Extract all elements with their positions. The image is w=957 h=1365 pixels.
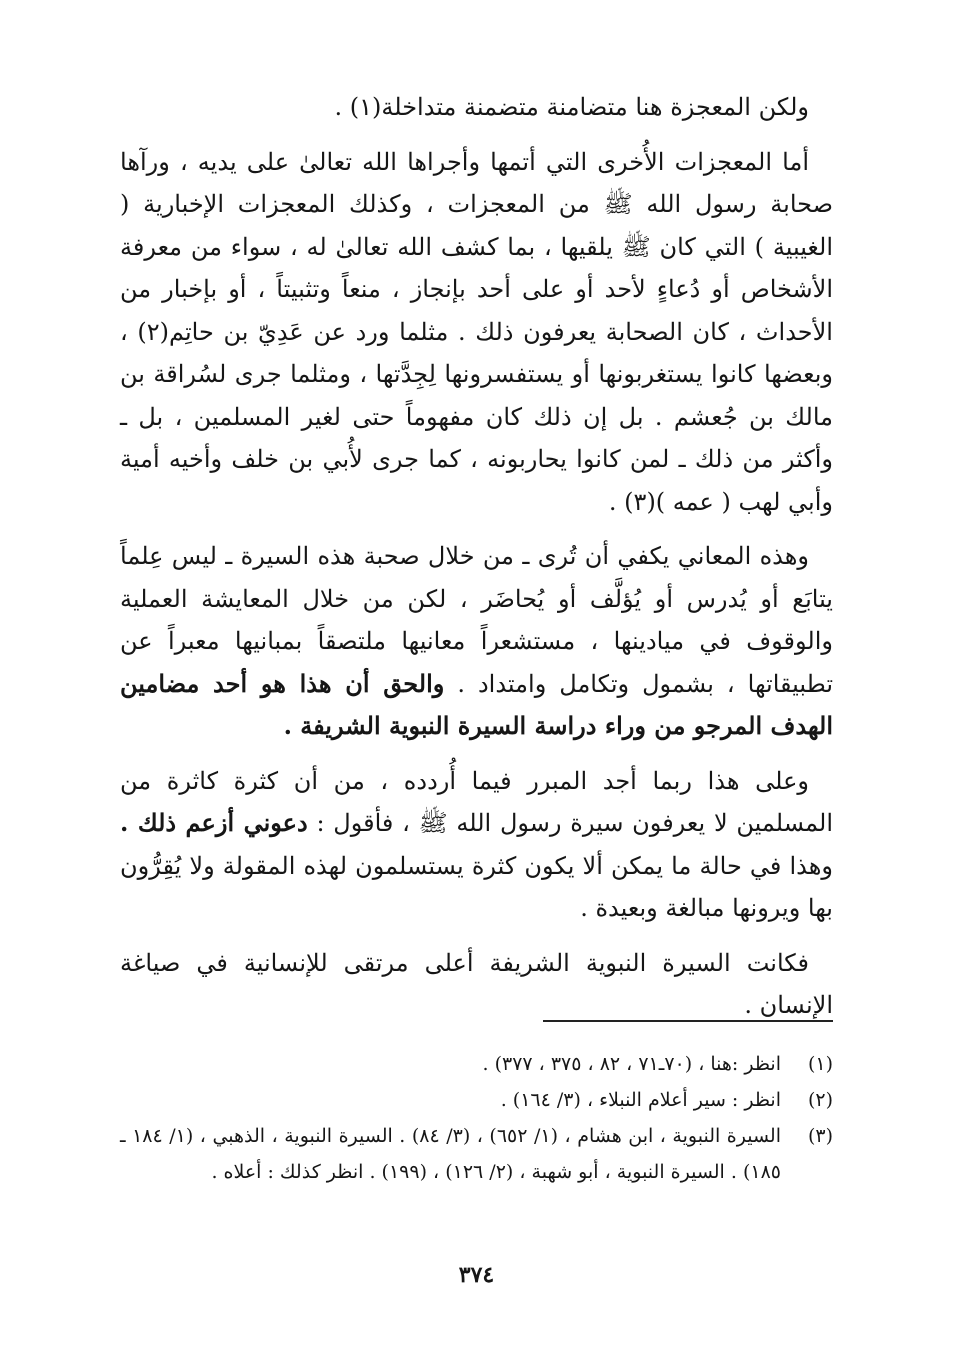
paragraph-3-text: وهذه المعاني يكفي أن تُرى ـ من خلال صحبة هذه السيرة ـ ليس عِلماً يتابَع أو يُدرس أو يُؤلَّف أو يُحاضَر ، لكن من خلال المعايشة العملية والوقوف في ميادينها ، مستشعراً معانيها ملتصقاً بمبانيها معبراً عن تطبيقاتها ، بشمول وتكامل وامتداد . xyxy=(120,542,833,698)
footnote-1-text: انظر :هنا ، (٧٠ـ٧١ ، ٨٢ ، ٣٧٥ ، ٣٧٧) . xyxy=(482,1053,781,1075)
paragraph-4 xyxy=(120,760,833,930)
footnote-1 xyxy=(120,1046,833,1082)
paragraph-1: ولكن المعجزة هنا متضامنة متضمنة متداخلة(١) . xyxy=(334,93,809,121)
paragraph-2: أما المعجزات الأُخرى التي أتمها وأجراها الله تعالىٰ على يديه ، ورآها صحابة رسول الله ﷺ من المعجزات ، وكذلك المعجزات الإخبارية ( الغيبية ) التي كان ﷺ يلقيها ، بما كشف الله تعالىٰ له ، سواء من معرفة الأشخاص أو دُعاءٍ لأحد أو على أحد بإنجاز ، منعاً وتثبيتاً ، أو بإخبار من الأحداث ، كان الصحابة يعرفون ذلك . مثلما ورد عن عَدِيّ بن حاتِم(٢) ، وبعضها كانوا يستغربونها أو يستفسرونها لِجِدَّتها ، ومثلما جرى لسُراقة بن مالك بن جُعشم . بل إن ذلك كان مفهوماً حتى لغير المسلمين ، بل ـ وأكثر من ذلك ـ لمن كانوا يحاربونه ، كما جرى لأُبي بن خلف وأخيه أمية وأبي لهب ( عمه )(٣) . xyxy=(120,147,834,516)
paragraph-5: فكانت السيرة النبوية الشريفة أعلى مرتقى للإنسانية في صياغة الإنسان . xyxy=(120,948,833,1019)
page-number: ٣٧٤ xyxy=(458,1262,495,1288)
paragraph-4-start: وعلى هذا ربما أجد المبرر فيما أُردده ، من أن كثرة كاثرة من المسلمين لا يعرفون سيرة رسول الله ﷺ ، فأقول : xyxy=(120,766,833,837)
footnote-1-number: (١) xyxy=(807,1053,833,1075)
footnote-separator xyxy=(543,1020,833,1022)
paragraph-3 xyxy=(120,535,833,748)
footnote-3-text: السيرة النبوية ، ابن هشام ، (١/ ٦٥٢) ، (٣/ ٨٤) . السيرة النبوية ، الذهبي ، (١/ ١٨٤ ـ ١٨٥) . السيرة النبوية ، أبو شهبة ، (٢/ ١٢٦) ، (١٩٩) . انظر كذلك : أعلاه . xyxy=(120,1125,781,1183)
footnote-3 xyxy=(120,1118,833,1190)
book-page xyxy=(120,86,833,1365)
paragraph-3-bold-text: والحق أن هذا هو أحد مضامين الهدف المرجو من وراء دراسة السيرة النبوية الشريفة . xyxy=(120,668,833,740)
footnote-2-number: (٢) xyxy=(807,1089,833,1111)
footnotes xyxy=(120,1046,833,1190)
paragraph-4-bold-text: دعوني أزعم ذلك . xyxy=(120,808,308,837)
footnote-2-text: انظر : سير أعلام النبلاء ، (٣/ ١٦٤) . xyxy=(500,1089,781,1111)
footnote-2 xyxy=(120,1082,833,1118)
footnote-3-number: (٣) xyxy=(807,1125,833,1147)
paragraph-4-end: وهذا في حالة ما يمكن ألا يكون كثرة يستسلمون لهذه المقولة ولا يُقِرُّون بها ويرونها مبالغة وبعيدة . xyxy=(120,851,833,922)
